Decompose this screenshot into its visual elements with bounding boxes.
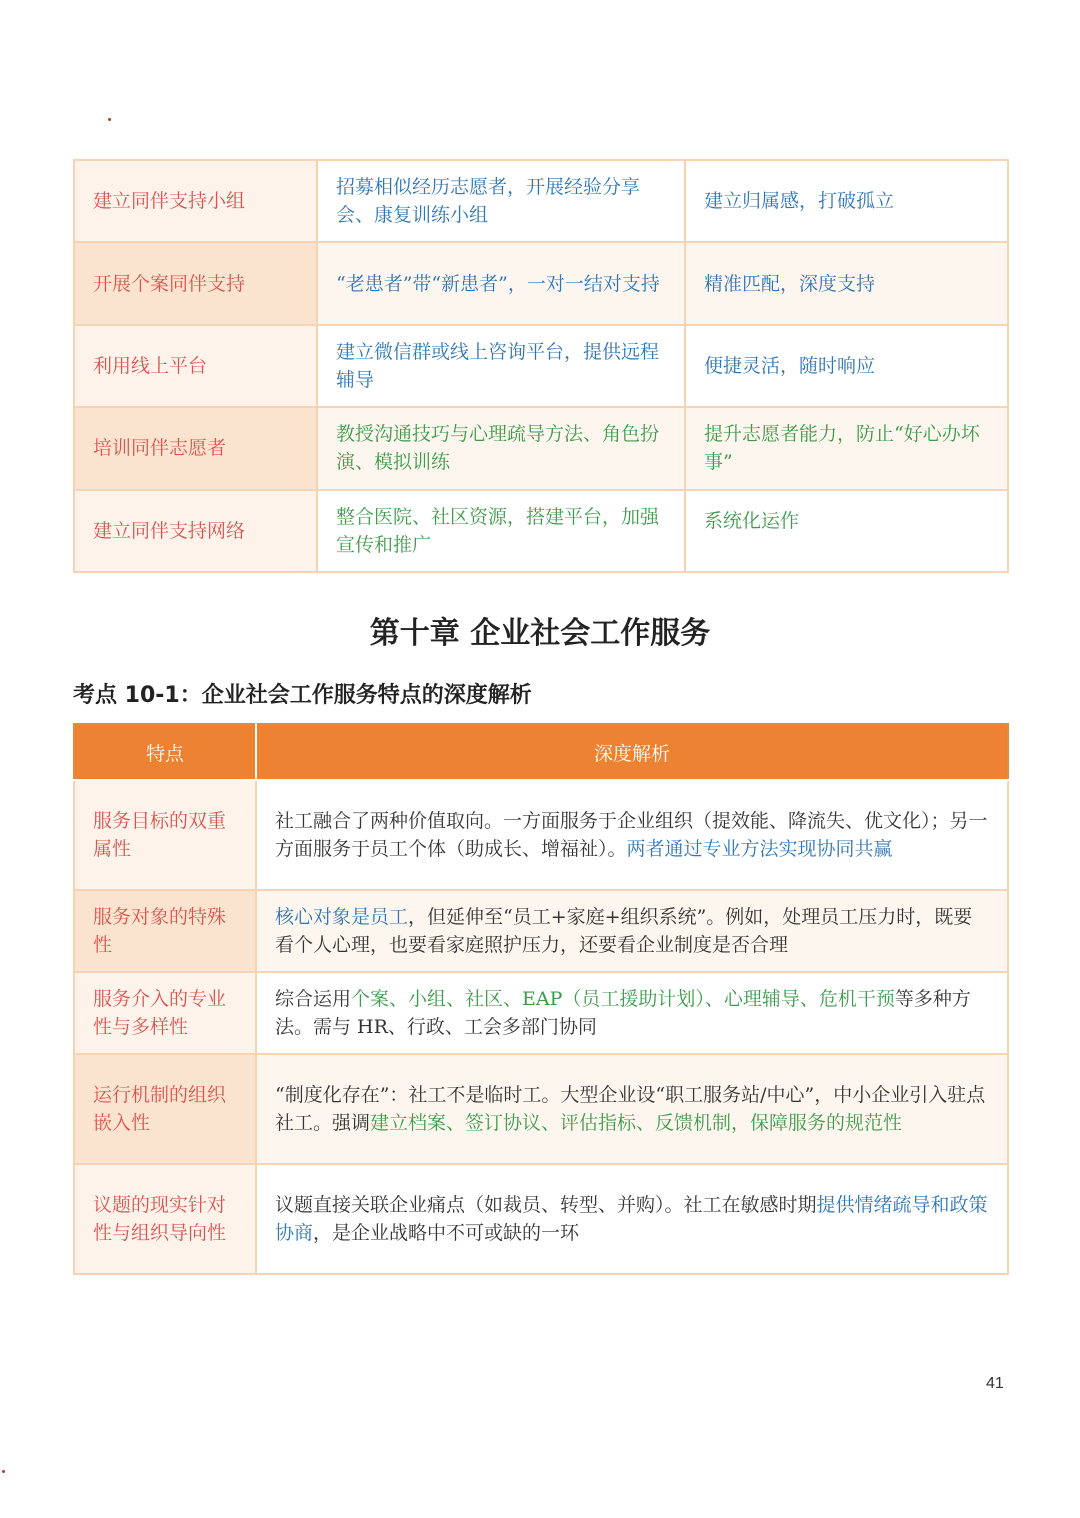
feature-cell: 服务目标的双重属性 — [74, 780, 256, 890]
analysis-cell — [256, 890, 1008, 972]
decorative-dot — [2, 1470, 5, 1473]
feature-cell: 服务介入的专业性与多样性 — [74, 972, 256, 1054]
table-row — [74, 407, 1008, 489]
measure-cell: 建立同伴支持网络 — [74, 490, 317, 572]
analysis-text-segment: 两者通过专业方法实现协同共赢 — [626, 838, 893, 860]
table-row — [74, 780, 1008, 890]
effect-cell: 便捷灵活，随时响应 — [685, 325, 1008, 407]
table-row — [74, 242, 1008, 324]
content-cell: 整合医院、社区资源，搭建平台，加强宣传和推广 — [317, 490, 685, 572]
effect-cell: 系统化运作 — [685, 490, 1008, 572]
analysis-cell — [256, 972, 1008, 1054]
analysis-cell — [256, 1164, 1008, 1274]
table-row — [74, 1054, 1008, 1164]
analysis-cell — [256, 780, 1008, 890]
feature-cell: 服务对象的特殊性 — [74, 890, 256, 972]
effect-cell: 建立归属感，打破孤立 — [685, 160, 1008, 242]
table-row — [74, 490, 1008, 572]
page-number: 41 — [986, 1375, 1004, 1392]
feature-cell: 议题的现实针对性与组织导向性 — [74, 1164, 256, 1274]
table-row — [74, 160, 1008, 242]
effect-cell: 精准匹配，深度支持 — [685, 242, 1008, 324]
analysis-text-segment: “制度化存在”：社工不是临时工。大型企业设“职工服务站/中心”，中小企业引入驻点社工。强调 — [275, 1084, 986, 1134]
table-row — [74, 325, 1008, 407]
analysis-text-segment: 提供情绪疏导和政策协商 — [275, 1194, 988, 1244]
analysis-text-segment: 社工融合了两种价值取向。一方面服务于企业组织（提效能、降流失、优文化）；另一方面服务于员工个体（助成长、增福祉）。 — [275, 810, 988, 860]
header-feature: 特点 — [74, 724, 256, 780]
analysis-text-segment: ，但延伸至“员工+家庭+组织系统”。例如，处理员工压力时，既要看个人心理，也要看家庭照护压力，还要看企业制度是否合理 — [275, 906, 973, 956]
decorative-dot — [108, 118, 111, 121]
table-row — [74, 972, 1008, 1054]
table-row — [74, 1164, 1008, 1274]
analysis-text-segment: 议题直接关联企业痛点（如裁员、转型、并购）。社工在敏感时期 — [275, 1194, 817, 1216]
feature-cell: 运行机制的组织嵌入性 — [74, 1054, 256, 1164]
analysis-text-segment: ，是企业战略中不可或缺的一环 — [313, 1222, 580, 1244]
table-row — [74, 890, 1008, 972]
header-analysis: 深度解析 — [256, 724, 1008, 780]
analysis-text-segment: 建立档案、签订协议、评估指标、反馈机制，保障服务的规范性 — [370, 1112, 903, 1134]
measure-cell: 利用线上平台 — [74, 325, 317, 407]
measure-cell: 培训同伴志愿者 — [74, 407, 317, 489]
peer-support-table — [73, 159, 1009, 573]
analysis-text-segment: 综合运用 — [275, 988, 352, 1010]
analysis-cell — [256, 1054, 1008, 1164]
section-heading: 考点 10-1：企业社会工作服务特点的深度解析 — [73, 683, 532, 708]
analysis-text-segment: 个案、小组、社区、EAP（员工援助计划）、心理辅导、危机干预 — [351, 988, 895, 1010]
chapter-title: 第十章 企业社会工作服务 — [369, 616, 711, 651]
measure-cell: 建立同伴支持小组 — [74, 160, 317, 242]
analysis-text-segment: 核心对象是员工 — [275, 906, 409, 928]
measure-cell: 开展个案同伴支持 — [74, 242, 317, 324]
effect-cell: 提升志愿者能力，防止“好心办坏事” — [685, 407, 1008, 489]
content-cell: 教授沟通技巧与心理疏导方法、角色扮演、模拟训练 — [317, 407, 685, 489]
feature-analysis-table — [73, 723, 1009, 1275]
analysis-text-segment: 等多种方法。需与 HR、行政、工会多部门协同 — [275, 988, 971, 1038]
content-cell: 招募相似经历志愿者，开展经验分享会、康复训练小组 — [317, 160, 685, 242]
content-cell: “老患者”带“新患者”，一对一结对支持 — [317, 242, 685, 324]
table-header-row — [74, 724, 1008, 780]
content-cell: 建立微信群或线上咨询平台，提供远程辅导 — [317, 325, 685, 407]
